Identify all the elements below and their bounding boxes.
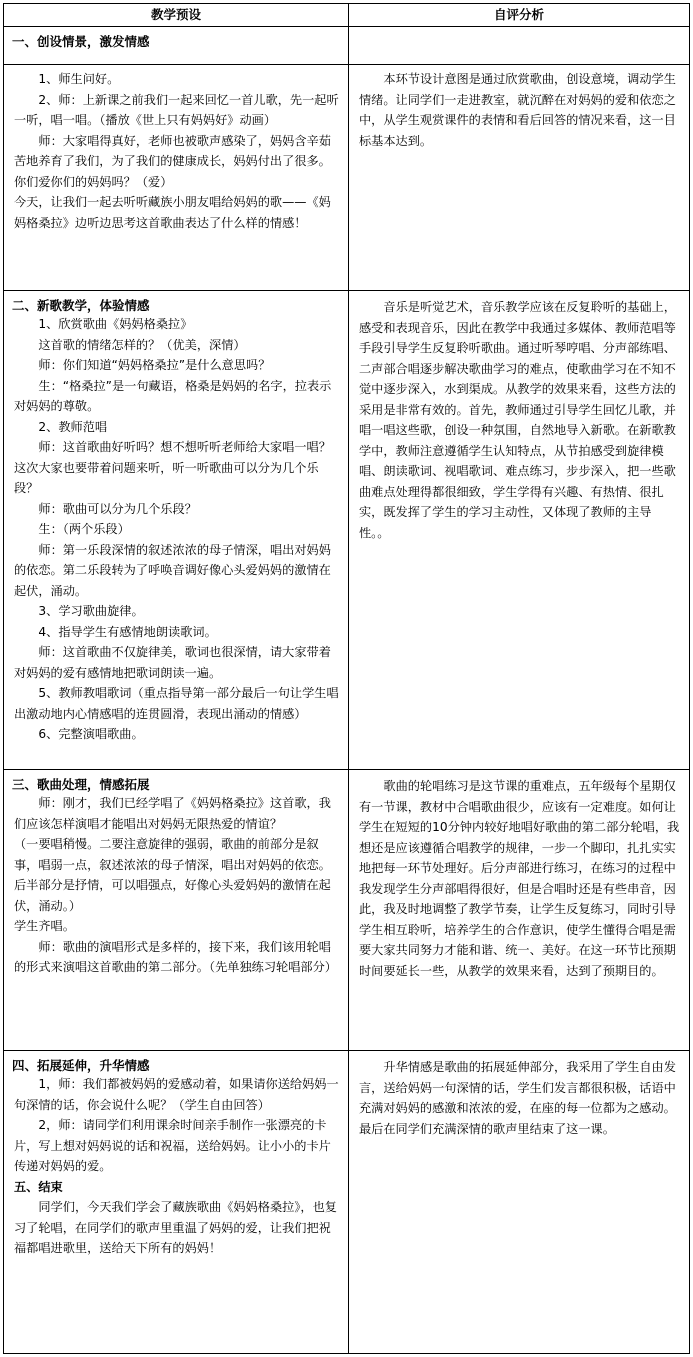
section2-analysis: 音乐是听觉艺术，音乐教学应该在反复聆听的基础上，感受和表现音乐，因此在教学中我通过多媒体、教师范唱等手段引导学生反复聆听歌曲。通过听琴哼唱、分声部练唱、二声部合唱逐步解决歌曲学习的难点，使歌曲学习在不知不觉中逐步深入，水到渠成。从教学的效果来看，这些方法的采用是非常有效的。首先，教师通过引导学生回忆儿歌，并唱一唱这些歌，创设一种氛围，自然地导入新歌。在新歌教学中，教师注意遵循学生认知特点，从节拍感受到旋律模唱、朗读歌词、视唱歌词、难点练习，步步深入，把一些歌曲难点处理得都很细致，学生学得有兴趣、有热情、很扎实，既发挥了学生的学习主动性，又体现了教师的主导性。。 xyxy=(359,300,676,540)
s2-line: 师：第一乐段深情的叙述浓浓的母子情深，唱出对妈妈的依恋。第二乐段转为了呼唤音调好像心头爱妈妈的激情在起伏，涌动。 xyxy=(14,542,331,598)
section5-title: 五、结束 xyxy=(14,1179,63,1194)
s3-line: （一要唱稍慢。二要注意旋律的强弱，歌曲的前部分是叙事，唱弱一点，叙述浓浓的母子情深，唱出对妈妈的依恋。后半部分是抒情，可以唱强点，好像心头爱妈妈的激情在起伏，涌动。） xyxy=(14,837,331,913)
section4-analysis: 升华情感是歌曲的拓展延伸部分，我采用了学生自由发言，送给妈妈一句深情的话，学生们发言都很积极，话语中充满对妈妈的感激和浓浓的爱，在座的每一位都为之感动。最后在同学们充满深情的歌声里结束了这一课。 xyxy=(359,1060,676,1136)
s2-line: 师：这首歌曲好听吗？想不想听听老师给大家唱一唱？这次大家也要带着问题来听，听一听歌曲可以分为几个乐段？ xyxy=(14,440,331,495)
section2-left xyxy=(4,314,348,745)
s2-line: 生：（两个乐段） xyxy=(38,522,130,536)
s4-line: 1，师：我们都被妈妈的爱感动着，如果请你送给妈妈一句深情的话，你会说什么呢？（学生自由回答） xyxy=(14,1077,339,1112)
section2-title: 二、新歌教学，体验情感 xyxy=(12,298,150,313)
header-self-evaluation: 自评分析 xyxy=(349,4,690,27)
section4-left xyxy=(4,1074,348,1259)
section3-row xyxy=(4,770,690,1051)
s2-line: 3、学习歌曲旋律。 xyxy=(38,604,144,618)
header-row xyxy=(4,4,690,27)
s2-line: 6、完整演唱歌曲。 xyxy=(38,727,144,741)
s2-line: 1、欣赏歌曲《妈妈格桑拉》 xyxy=(38,317,193,331)
lesson-table xyxy=(3,3,690,1354)
section3-analysis: 歌曲的轮唱练习是这节课的重难点，五年级每个星期仅有一节课，教材中合唱歌曲很少，应该有一定难度。如何让学生在短短的10分钟内较好地唱好歌曲的第二部分轮唱，我想还是应该遵循合唱教学的规律，一步一个脚印，扎扎实实地把每一环节处理好。后分声部进行练习，在练习的过程中我发现学生分声部唱得很好，但是合唱时还是有些串音，因此，我及时地调整了教学节奏，让学生反复练习，同时引导学生相互聆听，培养学生的合作意识，使学生懂得合唱是需要大家共同努力才能和谐、统一、美好。在这一环节比预期时间要延长一些，从教学的效果来看，达到了预期目的。 xyxy=(359,779,680,978)
s3-line: 学生齐唱。 xyxy=(14,919,75,933)
s2-line: 师：歌曲可以分为几个乐段？ xyxy=(38,501,197,516)
section1-content-row xyxy=(4,65,690,291)
section2-row xyxy=(4,291,690,770)
s3-line: 师：刚才，我们已经学唱了《妈妈格桑拉》这首歌，我们应该怎样演唱才能唱出对妈妈无限热爱的情谊？ xyxy=(14,796,331,831)
section1-left xyxy=(4,65,348,233)
s2-line: 这首歌的情绪怎样的？（优美，深情） xyxy=(38,337,246,352)
section5-text: 同学们，今天我们学会了藏族歌曲《妈妈格桑拉》，也复习了轮唱，在同学们的歌声里重温了妈妈的爱，让我们把祝福都唱进歌里，送给天下所有的妈妈！ xyxy=(14,1200,337,1255)
s1-line: 今天，让我们一起去听听藏族小朋友唱给妈妈的歌——《妈妈格桑拉》边听边思考这首歌曲表达了什么样的情感！ xyxy=(14,195,331,230)
header-teaching-plan: 教学预设 xyxy=(4,4,349,27)
section4-title: 四、拓展延伸，升华情感 xyxy=(12,1058,150,1073)
s2-line: 5、教师教唱歌词（重点指导第一部分最后一句让学生唱出激动地内心情感唱的连贯圆滑，表现出涌动的情感） xyxy=(14,686,339,721)
s2-line: 师：这首歌曲不仅旋律美，歌词也很深情，请大家带着对妈妈的爱有感情地把歌词朗读一遍。 xyxy=(14,645,331,680)
s2-line: 生：“格桑拉”是一句藏语，格桑是妈妈的名字，拉表示对妈妈的尊敬。 xyxy=(14,378,332,413)
s1-line: 1、师生问好。 xyxy=(38,72,120,86)
s3-line: 师：歌曲的演唱形式是多样的，接下来，我们该用轮唱的形式来演唱这首歌曲的第二部分。（先单独练习轮唱部分） xyxy=(14,939,337,974)
section4-row xyxy=(4,1051,690,1354)
section1-analysis: 本环节设计意图是通过欣赏歌曲，创设意境，调动学生情绪。让同学们一走进教室，就沉醉在对妈妈的爱和依恋之中，从学生观赏课件的表情和看后回答的情况来看，这一目标基本达到。 xyxy=(359,72,676,148)
s2-line: 4、指导学生有感情地朗读歌词。 xyxy=(38,624,217,639)
section3-title: 三、歌曲处理，情感拓展 xyxy=(12,777,150,792)
s1-line: 2、师：上新课之前我们一起来回忆一首儿歌，先一起听一听，唱一唱。（播放《世上只有妈妈好》动画） xyxy=(14,92,339,127)
section3-left xyxy=(4,793,348,978)
section1-title: 一、创设情景，激发情感 xyxy=(12,34,150,49)
s4-line: 2，师：请同学们利用课余时间亲手制作一张漂亮的卡片，写上想对妈妈说的话和祝福，送给妈妈。让小小的卡片传递对妈妈的爱。 xyxy=(14,1118,331,1173)
s2-line: 师：你们知道“妈妈格桑拉”是什么意思吗？ xyxy=(38,358,271,372)
s1-line: 师：大家唱得真好，老师也被歌声感染了，妈妈含辛茹苦地养育了我们，为了我们的健康成长，妈妈付出了很多。你们爱你们的妈妈吗？（爱） xyxy=(14,133,331,189)
section1-heading-row xyxy=(4,27,690,65)
s2-line: 2、教师范唱 xyxy=(38,419,108,434)
